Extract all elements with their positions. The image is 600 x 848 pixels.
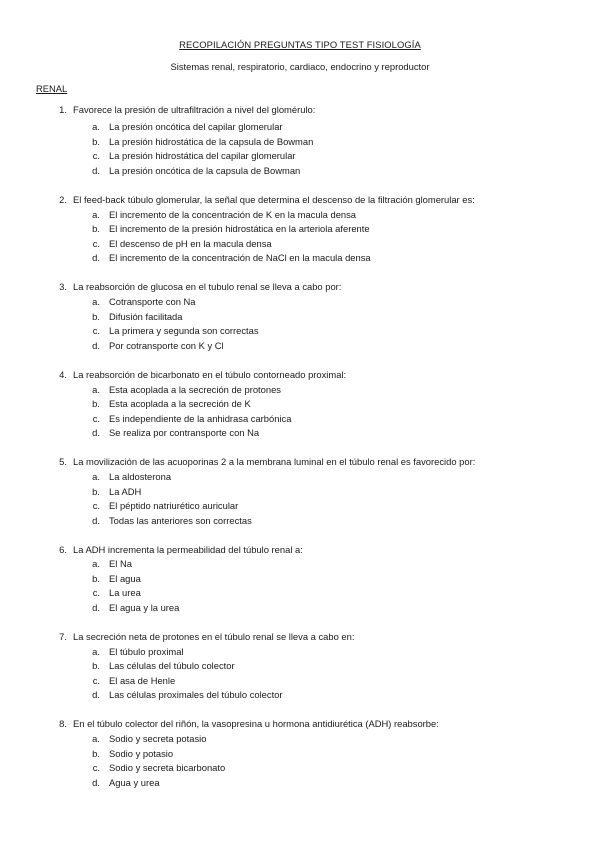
option-letter: c.	[92, 675, 100, 686]
option-letter: b.	[92, 486, 100, 497]
option	[0, 587, 600, 601]
option-text: Por cotransporte con K y Cl	[109, 340, 224, 351]
option-text: El asa de Henle	[109, 675, 176, 686]
option-letter: b.	[92, 660, 100, 671]
option	[0, 486, 600, 500]
option-letter: c.	[92, 325, 100, 336]
question-number: 2.	[59, 194, 67, 205]
question-number: 1.	[59, 104, 67, 115]
option-letter: c.	[92, 587, 100, 598]
option-text: El agua	[109, 573, 141, 584]
option-letter: d.	[92, 689, 100, 700]
option-text: La presión oncótica del capilar glomerular	[109, 121, 283, 132]
option-text: La urea	[109, 587, 141, 598]
option-text: El Na	[109, 558, 132, 569]
option	[0, 427, 600, 441]
option-text: La presión oncótica de la capsula de Bowman	[109, 165, 301, 176]
option	[0, 675, 600, 689]
section-heading: RENAL	[36, 83, 68, 94]
option-text: El incremento de la concentración de NaCl en la macula densa	[109, 252, 371, 263]
question-number: 8.	[59, 718, 67, 729]
option	[0, 573, 600, 587]
option	[0, 602, 600, 616]
page-subtitle: Sistemas renal, respiratorio, cardiaco, endocrino y reproductor	[170, 61, 430, 72]
option-letter: d.	[92, 165, 100, 176]
option-text: La primera y segunda son correctas	[109, 325, 259, 336]
option-letter: d.	[92, 515, 100, 526]
option	[0, 660, 600, 674]
option-letter: d.	[92, 252, 100, 263]
option-letter: c.	[92, 500, 100, 511]
option-text: Las células proximales del túbulo colector	[109, 689, 283, 700]
option-text: Sodio y secreta bicarbonato	[109, 762, 226, 773]
option	[0, 558, 600, 572]
option-letter: c.	[92, 238, 100, 249]
option	[0, 413, 600, 427]
option-letter: d.	[92, 602, 100, 613]
option	[0, 165, 600, 179]
option	[0, 296, 600, 310]
option-text: Se realiza por contransporte con Na	[109, 427, 260, 438]
option-text: Esta acoplada a la secreción de protones	[109, 384, 281, 395]
option-letter: a.	[92, 646, 100, 657]
option-text: Cotransporte con Na	[109, 296, 196, 307]
option-letter: b.	[92, 573, 100, 584]
option-letter: b.	[92, 398, 100, 409]
option-letter: b.	[92, 748, 100, 759]
option	[0, 223, 600, 237]
option	[0, 500, 600, 514]
option-letter: a.	[92, 209, 100, 220]
question-text: Favorece la presión de ultrafiltración a nivel del glomérulo:	[73, 104, 316, 115]
option-letter: a.	[92, 296, 100, 307]
option-letter: a.	[92, 733, 100, 744]
option-letter: b.	[92, 223, 100, 234]
option-text: El incremento de la presión hidrostática en la arteriola aferente	[109, 223, 370, 234]
option	[0, 136, 600, 150]
question-number: 4.	[59, 369, 67, 380]
option-text: Agua y urea	[109, 777, 160, 788]
option	[0, 209, 600, 223]
option-text: Sodio y potasio	[109, 748, 174, 759]
option-text: Todas las anteriores son correctas	[109, 515, 252, 526]
option	[0, 398, 600, 412]
question-number: 7.	[59, 631, 67, 642]
option-letter: c.	[92, 762, 100, 773]
question-text: La reabsorción de bicarbonato en el túbulo contorneado proximal:	[73, 369, 347, 380]
option-text: El péptido natriurético auricular	[109, 500, 239, 511]
option	[0, 689, 600, 703]
option	[0, 238, 600, 252]
option	[0, 384, 600, 398]
option-letter: c.	[92, 150, 100, 161]
option-letter: a.	[92, 471, 100, 482]
option	[0, 515, 600, 529]
option-letter: a.	[92, 558, 100, 569]
option	[0, 340, 600, 354]
question-text: La secreción neta de protones en el túbulo renal se lleva a cabo en:	[73, 631, 355, 642]
question-text: La reabsorción de glucosa en el tubulo renal se lleva a cabo por:	[73, 281, 342, 292]
option-letter: c.	[92, 413, 100, 424]
option-text: Difusión facilitada	[109, 311, 183, 322]
option-text: La presión hidrostática del capilar glomerular	[109, 150, 296, 161]
option	[0, 646, 600, 660]
option-text: Es independiente de la anhidrasa carbónica	[109, 413, 292, 424]
option	[0, 325, 600, 339]
option	[0, 311, 600, 325]
option	[0, 777, 600, 791]
option-text: La aldosterona	[109, 471, 172, 482]
option-letter: b.	[92, 311, 100, 322]
option	[0, 748, 600, 762]
question-text: La ADH incrementa la permeabilidad del túbulo renal a:	[73, 544, 303, 555]
option-letter: d.	[92, 340, 100, 351]
option	[0, 150, 600, 164]
page-title: RECOPILACIÓN PREGUNTAS TIPO TEST FISIOLOGÍA	[179, 39, 421, 50]
option	[0, 252, 600, 266]
option	[0, 121, 600, 135]
option-letter: a.	[92, 121, 100, 132]
option-text: La presión hidrostática de la capsula de Bowman	[109, 136, 314, 147]
option-letter: b.	[92, 136, 100, 147]
option-text: Esta acoplada a la secreción de K	[109, 398, 251, 409]
option-text: Las células del túbulo colector	[109, 660, 235, 671]
option-text: Sodio y secreta potasio	[109, 733, 207, 744]
option-text: El agua y la urea	[109, 602, 180, 613]
option-text: El incremento de la concentración de K en la macula densa	[109, 209, 357, 220]
option-text: El descenso de pH en la macula densa	[109, 238, 272, 249]
option-text: El túbulo proximal	[109, 646, 184, 657]
option	[0, 762, 600, 776]
question-text: La movilización de las acuoporinas 2 a la membrana luminal en el túbulo renal es favorecido por:	[73, 456, 476, 467]
question-number: 3.	[59, 281, 67, 292]
option-letter: d.	[92, 427, 100, 438]
option-letter: a.	[92, 384, 100, 395]
option-letter: d.	[92, 777, 100, 788]
question-text: En el túbulo colector del riñón, la vasopresina u hormona antidiurética (ADH) reabsorbe:	[73, 718, 439, 729]
question-number: 5.	[59, 456, 67, 467]
option-text: La ADH	[109, 486, 142, 497]
question-text: El feed-back túbulo glomerular, la señal que determina el descenso de la filtración glomerular es:	[73, 194, 475, 205]
question-number: 6.	[59, 544, 67, 555]
option	[0, 733, 600, 747]
option	[0, 471, 600, 485]
